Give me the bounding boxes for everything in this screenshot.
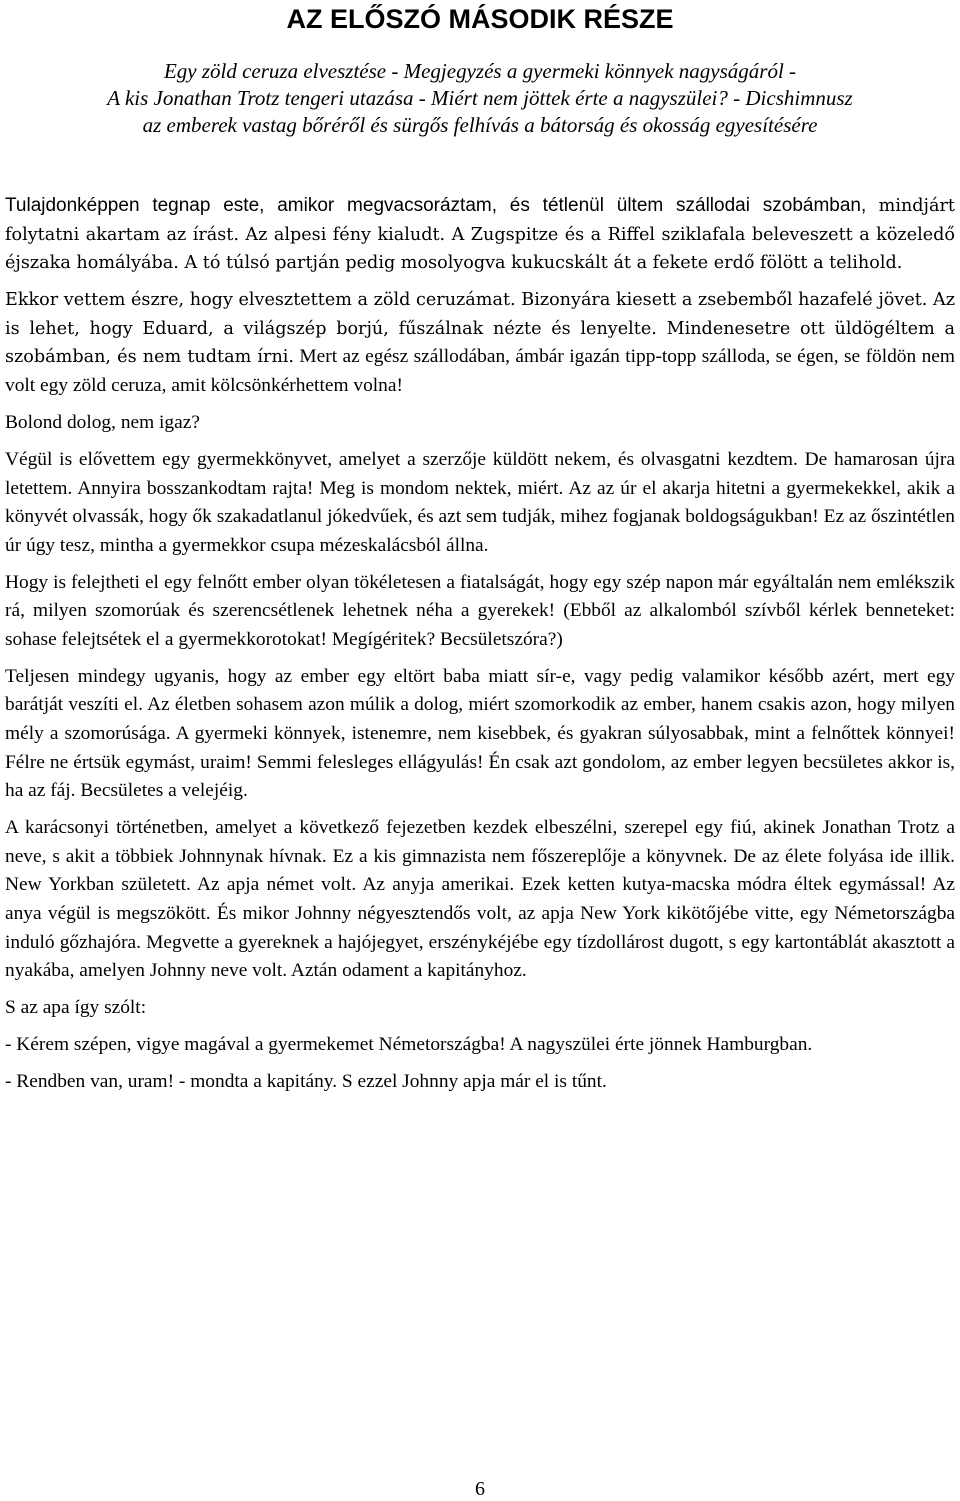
paragraph-1-rest: mindjárt folytatni akartam az írást. Az alpesi fény kialudt. A Zugspitze és a Riffel sziklafala beleveszett a közeledő éjszaka homályába. A tó túlsó partján pedig mosolyogva kukucskált át a fekete erdő fölött a telihold. bbox=[5, 196, 955, 274]
subtitle-line-3: az emberek vastag bőréről és sürgős felhívás a bátorság és okosság egyesítésére bbox=[142, 113, 818, 137]
subtitle-line-1: Egy zöld ceruza elvesztése - Megjegyzés a gyermeki könnyek nagyságáról - bbox=[163, 59, 797, 83]
page-number: 6 bbox=[475, 1478, 485, 1500]
paragraph-6: Teljesen mindegy ugyanis, hogy az ember egy eltört baba miatt sír-e, vagy pedig valamikor később azért, mert egy barátját veszíti el. Az életben sohasem azon múlik a dolog, miért szomorkodik az ember, hanem csakis azon, hogy milyen mély a szomorúsága. A gyermeki könnyek, istenemre, nem kisebbek, és gyakran súlyosabbak, mint a felnőttek könnyei! Félre ne értsük egymást, uraim! Semmi felesleges ellágyulás! Én csak azt gondolom, az ember legyen becsületes akkor is, ha az fáj. Becsületes a velejéig. bbox=[5, 665, 955, 802]
paragraph-5: Hogy is felejtheti el egy felnőtt ember olyan tökéletesen a fiatalságát, hogy egy szép napon már egyáltalán nem emlékszik rá, milyen szomorúak és szerencsétlenek lehetnek néha a gyerekek! (Ebből az alkalomból szívből kérlek benneteket: sohase felejtsétek el a gyermekkorotokat! Megígéritek? Becsületszóra?) bbox=[5, 571, 955, 650]
chapter-subtitle bbox=[0, 58, 960, 139]
body-text bbox=[5, 192, 955, 1105]
paragraph-1-first-line: Tulajdonképpen tegnap este, amikor megvacsoráztam, és tétlenül ültem szállodai szobámban, bbox=[5, 195, 867, 216]
paragraph-2-start: Ekkor vettem észre, hogy elvesztettem a zöld ceruzámat. Bizonyára kiesett a zsebemből hazafelé jövet. Az is lehet, hogy Eduard, a világszép borjú, fűszálnak nézte és lenyelte. Mindenesetre ott üldögéltem a szobámban, és nem tudtam írni. bbox=[5, 290, 955, 368]
paragraph-4: Végül is elővettem egy gyermekkönyvet, amelyet a szerzője küldött nekem, és olvasgatni kezdtem. De hamarosan újra letettem. Annyira bosszankodtam rajta! Meg is mondom nektek, miért. Az az úr el akarja hitetni a gyermekekkel, akik a könyvét olvassák, hogy ők szakadatlanul jókedvűek, és azt sem tudják, mihez fogjanak boldogságukban! Ez az őszintétlen úr úgy tesz, mintha a gyermekkor csupa mézeskalácsból állna. bbox=[5, 448, 955, 556]
paragraph-3: Bolond dolog, nem igaz? bbox=[5, 411, 200, 433]
subtitle-line-2: A kis Jonathan Trotz tengeri utazása - Miért nem jöttek érte a nagyszülei? - Dicshimnusz bbox=[107, 86, 853, 110]
paragraph-2-end: Mert az egész szállodában, ámbár igazán tipp-topp szálloda, se égen, se földön nem volt egy zöld ceruza, amit kölcsönkérhettem volna! bbox=[5, 346, 955, 396]
paragraph-8: S az apa így szólt: bbox=[5, 997, 147, 1019]
paragraph-10: - Rendben van, uram! - mondta a kapitány. S ezzel Johnny apja már el is tűnt. bbox=[5, 1071, 607, 1093]
chapter-title: AZ ELŐSZÓ MÁSODIK RÉSZE bbox=[286, 4, 674, 34]
paragraph-2 bbox=[5, 286, 955, 400]
paragraph-1 bbox=[5, 192, 955, 278]
paragraph-7: A karácsonyi történetben, amelyet a következő fejezetben kezdek elbeszélni, szerepel egy fiú, akinek Jonathan Trotz a neve, s akit a többiek Johnnynak hívnak. Ez a kis gimnazista nem főszereplője a könyvnek. De az élete folyása ide illik. New Yorkban született. Az apja német volt. Az anyja amerikai. Ezek ketten kutya-macska módra éltek egymással! Az anya végül is megszökött. És mikor Johnny négyesztendős volt, az apja New York kikötőjébe vitte, egy Németországba induló gőzhajóra. Megvette a gyereknek a hajójegyet, erszénykéjébe egy tízdollárost dugott, s egy kartontáblát akasztott a nyakába, amelyen Johnny neve volt. Aztán odament a kapitányhoz. bbox=[5, 817, 955, 982]
paragraph-9: - Kérem szépen, vigye magával a gyermekemet Németországba! A nagyszülei érte jönnek Hamburgban. bbox=[5, 1034, 813, 1056]
